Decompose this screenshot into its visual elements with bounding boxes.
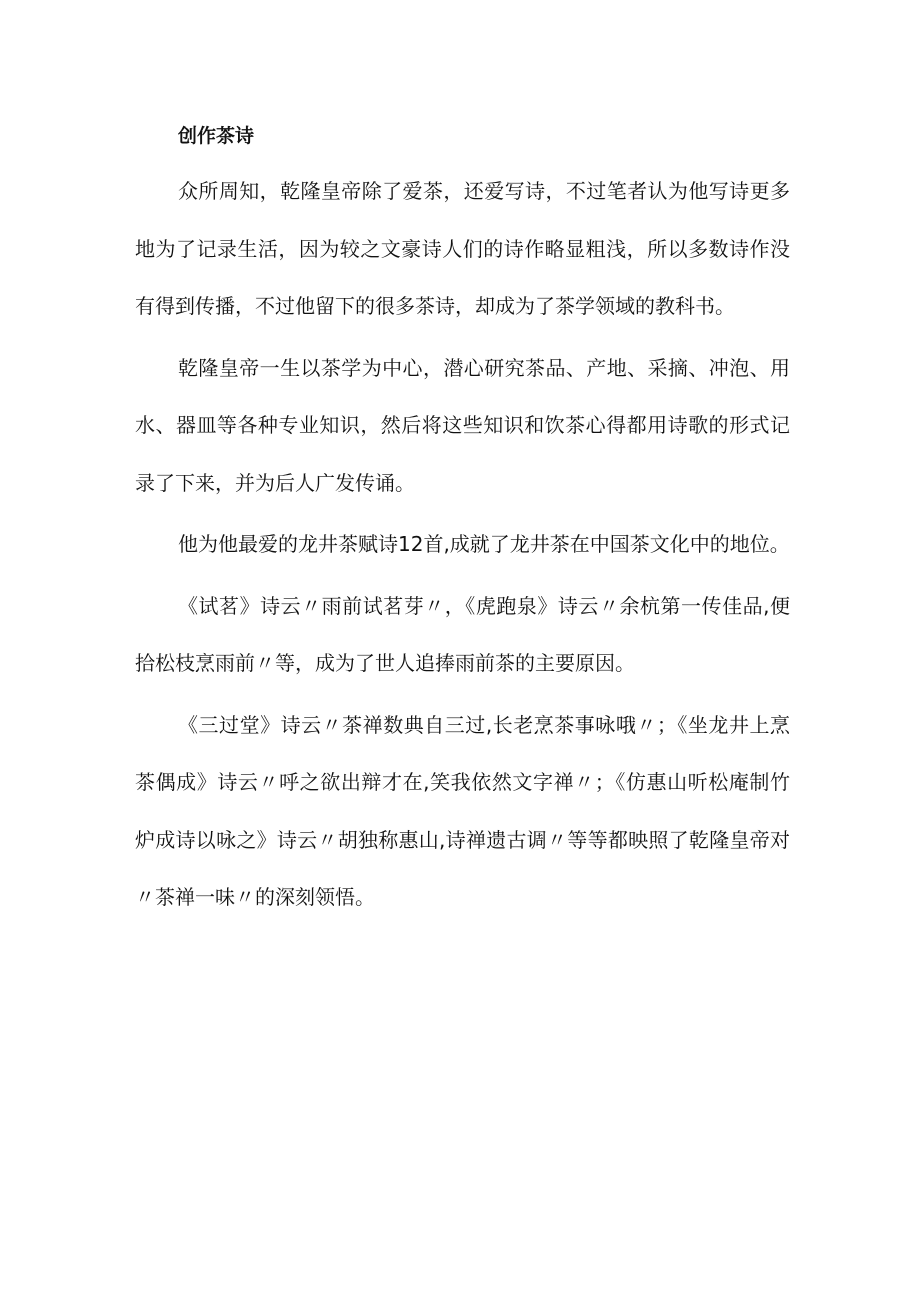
paragraph-intro: 众所周知，乾隆皇帝除了爱茶，还爱写诗，不过笔者认为他写诗更多地为了记录生活，因为较之文豪诗人们的诗作略显粗浅，所以多数诗作没有得到传播，不过他留下的很多茶诗，却成为了茶学领域的教科书。 xyxy=(135,179,790,318)
paragraph-yuqian: 《试茗》诗云〃雨前试茗芽〃，《虎跑泉》诗云〃余杭第一传佳品,便拾松枝烹雨前〃等，成为了世人追捧雨前茶的主要原因。 xyxy=(135,593,790,675)
paragraph-longjing: 他为他最爱的龙井茶赋诗12首,成就了龙井茶在中国茶文化中的地位。 xyxy=(178,532,790,556)
paragraph-tea-study: 乾隆皇帝一生以茶学为中心，潜心研究茶品、产地、采摘、冲泡、用水、器皿等各种专业知识，然后将这些知识和饮茶心得都用诗歌的形式记录了下来，并为后人广发传诵。 xyxy=(135,355,790,495)
paragraph-tea-zen: 《三过堂》诗云〃茶禅数典自三过,长老烹茶事咏哦〃；《坐龙井上烹茶偶成》诗云〃呼之欲出辩才在,笑我依然文字禅〃；《仿惠山听松庵制竹炉成诗以咏之》诗云〃胡独称惠山,诗禅遗古调〃等等都映照了乾隆皇帝对〃茶禅一味〃的深刻领悟。 xyxy=(135,712,790,909)
section-heading: 创作茶诗 xyxy=(178,125,255,147)
document-body xyxy=(135,113,790,931)
